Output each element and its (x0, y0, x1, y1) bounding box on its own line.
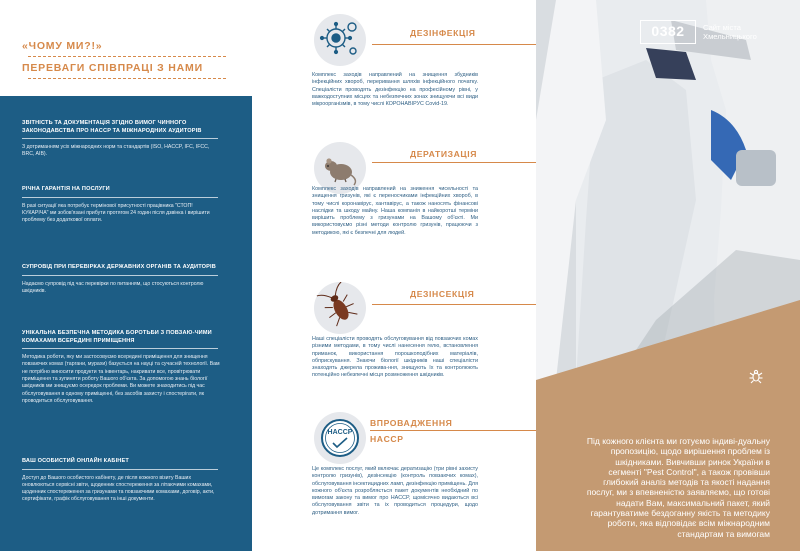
left-title-block (0, 0, 252, 96)
services-column (252, 0, 536, 551)
logo-site-line2: Хмельницького (703, 32, 757, 41)
logo-site-line1: Сайт міста (703, 23, 741, 32)
service-haccp (252, 412, 536, 551)
left-title-rule (28, 56, 226, 57)
left-title-rule-bottom (28, 78, 226, 79)
benefit-text: Доступ до Вашого особистого кабінету, де після кожного візиту Ваших оновлюються сервісні звіти, щоденник спостереження за літаючими комахами, щоденник спостереження за гризунами та повзаючими комахами, договір, акти, сертифікати, графік обслуговування та інші документи. (22, 474, 215, 503)
left-title-line1: «ЧОМУ МИ?!» (22, 40, 103, 52)
service-title-rule (370, 430, 536, 431)
service-description: Наші спеціалісти проводять обслуговування від повзаючих комах різними методами, в тому числі нанесення гелю, встановлення приманок, використання порошкоподібних матеріалів, обприскування. Знаючи біології шкідників наші спеціалісти знаходять джерела прожива-ння, знищують їх та контролюють потенційно небезпечні місця розмноження шкідників. (312, 336, 478, 379)
benefit-text: Методика роботи, яку ми застосовуємо всередині приміщення для знищення повзаючих комах (таргани, мурахи) базується на науці та сучасній технології. Вам не потрібно виносити продукти та інвентарь, накривати все, провітрювати приміщення та зупиняти роботу Вашого об'єкта. За допомогою знань біології шкідників ми знищуємо осередок проблеми. Ви можете знаходитись під час обслуговування в одному приміщенні, без засобів захисту і спостерігати, як проводиться обслуговування. (22, 354, 220, 404)
benefit-heading: ВАШ ОСОБИСТИЙ ОНЛАЙН КАБІНЕТ (22, 458, 129, 464)
service-disinsection (252, 282, 536, 412)
benefit-divider (22, 469, 218, 470)
benefit-text: В разі ситуації яка потребує термінової присутності працівника "СТОП! КУКАРІЧА" ми зобов'язані прибути протягом 24 годин після дзвінка і вирішити проблему без додаткової оплати. (22, 202, 210, 224)
service-title: ВПРОВАДЖЕННЯ (370, 418, 453, 428)
benefit-heading: СУПРОВІД ПРИ ПЕРЕВІРКАХ ДЕРЖАВНИХ ОРГАНІВ ТА АУДИТОРІВ (22, 264, 216, 270)
left-title-line2: ПЕРЕВАГИ СПІВПРАЦІ З НАМИ (22, 62, 203, 74)
benefit-text: З дотриманням усіх міжнародних норм та стандартів (ISO, HACCP, IFC, IFCC, BRC, AIB). (22, 144, 210, 158)
benefit-section-reporting (22, 120, 220, 159)
site-logo[interactable] (640, 20, 800, 54)
service-description: Це комплекс послуг, який включає дератизацію (три рівні захисту контролю гризунів), дезінсекцію (контроль повзаючих комах), обслуговування інсектицидних ламп, дезінфекцію приміщень. Для кожного об'єкта розробляється пакет документів необхідний по вимогам закону та вимог про HACCP, щомісячно видаються всі обслуговування звіти та іх проводиться процедури, щодо дотримання вимог. (312, 466, 478, 516)
virus-icon (314, 14, 366, 66)
service-description: Комплекс заходів направлений на знищення збудників інфекційних хвороб, переривання шляхів інфекційного початку. Спеціалісти проводять дезінфекцію на професійному рівні, у важкодоступних місцях та небезпечних зонах знищуючи всі види мікроорганізмів, в тому числі КОРОНАВІРУС Covid-19. (312, 72, 478, 108)
benefit-divider (22, 138, 218, 139)
benefit-heading: РІЧНА ГАРАНТІЯ НА ПОСЛУГИ (22, 186, 110, 192)
service-description: Комплекс заходів направлений на зниження чисельності та знищення гризунів, які є переносчиками інфекційних хвороб, в тому числі коронавірус, хантавірус, а також наносять фінансові наслідки та шкоду майну. Наша компанія в найкоротші терміни вирішить проблему з гризунами на Вашому об'єкті. Ми використовуємо різні методи контролю гризунів, працюючи з методикою, які є безпечні для людей. (312, 186, 478, 236)
logo-site-name (703, 23, 757, 41)
benefit-divider (22, 275, 218, 276)
cockroach-icon (314, 282, 366, 334)
logo-number: 0382 (640, 20, 696, 44)
benefit-divider (22, 197, 218, 198)
service-title-rule (372, 304, 536, 305)
service-title: ДЕЗІНСЕКЦІЯ (410, 289, 475, 299)
left-blue-panel (0, 0, 252, 551)
service-title-line2: HACCP (370, 434, 404, 444)
haccp-badge-label: HACCP (327, 429, 353, 436)
benefit-heading: ЗВІТНІСТЬ ТА ДОКУМЕНТАЦІЯ ЗГІДНО ВИМОГ ЧИННОГО ЗАКОНОДАВСТВА ПРО HACCP ТА МІЖНАРОДНИХ АУДИТОРІВ (22, 120, 202, 134)
benefit-section-cabinet (22, 458, 220, 504)
service-title: ДЕЗІНФЕКЦІЯ (410, 28, 476, 38)
bug-icon (748, 368, 764, 384)
benefit-section-guarantee (22, 186, 220, 224)
service-title-rule (372, 44, 536, 45)
offer-text: Під кожного клієнта ми готуємо індиві-дуальну пропозицію, щодо вирішення проблем із шкідниками. Вивчивши ринок України в сегменті "Pest Control", а також провівши глибокий аналіз методів та якості надання послуг, ми з впевненістю заявляємо, що готові надати Вам, максимальний пакет, який гарантуватиме бездоганну якість та методику роботи, яка відповідає всім міжнародним стандартам та вимогам (586, 436, 770, 539)
service-title-rule (372, 162, 536, 163)
benefit-text: Надаємо супровід під час перевірки по питанням, що стосуються контролю шкідників. (22, 280, 204, 294)
benefit-section-method (22, 330, 220, 405)
benefit-section-inspections (22, 264, 220, 295)
haccp-badge-icon (314, 412, 366, 464)
service-title: ДЕРАТИЗАЦІЯ (410, 149, 478, 159)
service-deratization (252, 142, 536, 282)
benefit-heading: УНІКАЛЬНА БЕЗПЕЧНА МЕТОДИКА БОРОТЬБИ З ПОВЗАЮ-ЧИМИ КОМАХАМИ ВСЕРЕДИНІ ПРИМІЩЕННЯ (22, 330, 212, 344)
benefit-divider (22, 348, 218, 349)
